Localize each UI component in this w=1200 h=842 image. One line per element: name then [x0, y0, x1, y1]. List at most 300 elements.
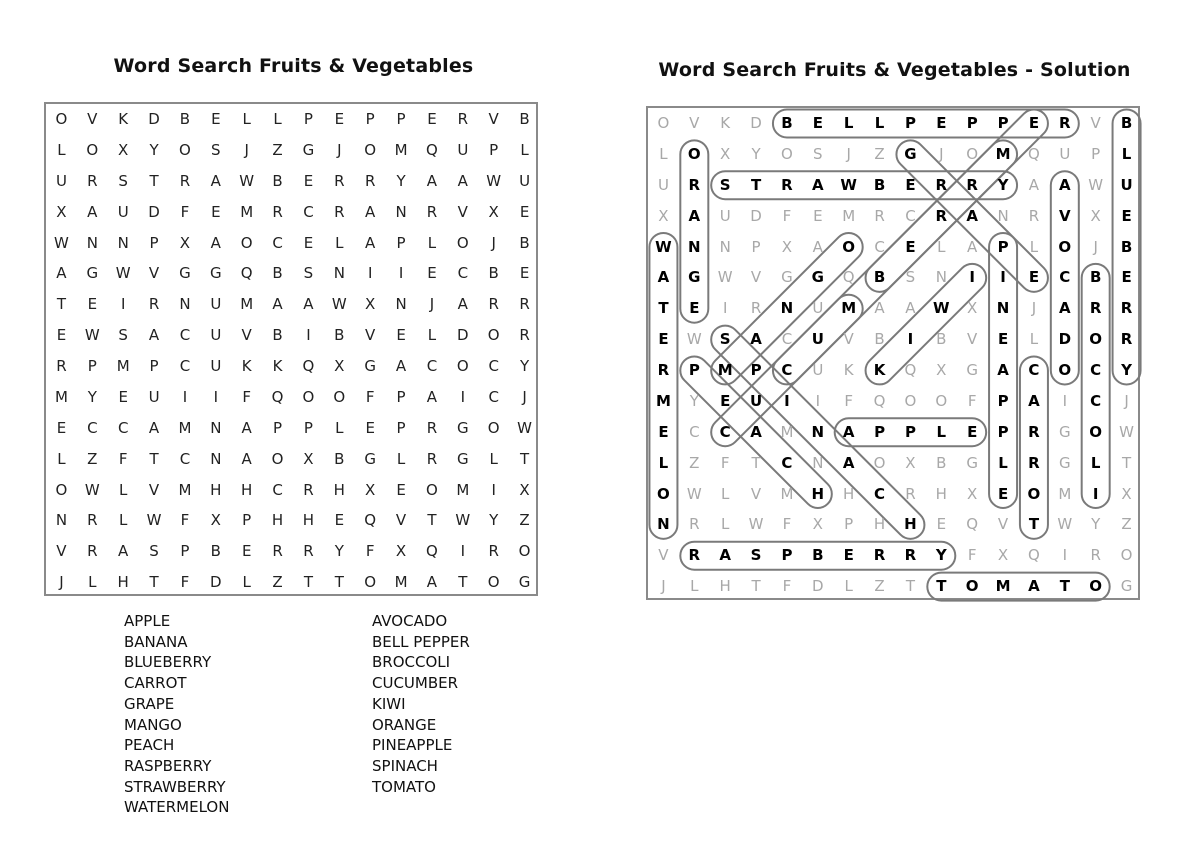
puzzle-cell: W — [54, 233, 69, 252]
puzzle-cell: A — [272, 295, 283, 314]
solution-cell: R — [905, 484, 916, 503]
solution-cell: I — [1062, 546, 1068, 565]
solution-cell: A — [750, 422, 762, 441]
puzzle-cell: A — [56, 264, 67, 283]
solution-cell: P — [750, 361, 762, 379]
solution-cell: E — [689, 299, 700, 318]
puzzle-cell: Z — [272, 140, 283, 159]
puzzle-cell: F — [180, 573, 190, 592]
solution-cell: G — [781, 268, 793, 287]
puzzle-cell: I — [306, 326, 311, 345]
puzzle-cell: U — [210, 326, 222, 345]
solution-cell: A — [842, 453, 855, 472]
puzzle-cell: E — [87, 295, 98, 314]
puzzle-cell: N — [55, 511, 68, 530]
solution-cell: L — [721, 515, 730, 534]
puzzle-cell: A — [457, 171, 468, 190]
puzzle-cell: N — [333, 264, 345, 283]
puzzle-cell: C — [457, 264, 469, 283]
solution-cell: J — [1093, 237, 1098, 256]
solution-cell: E — [720, 391, 731, 410]
word-list-item: STRAWBERRY — [124, 777, 226, 796]
solution-cell: E — [813, 206, 823, 225]
solution-cell: D — [750, 114, 762, 132]
solution-cell: N — [688, 237, 701, 256]
solution-cell: F — [782, 515, 792, 534]
solution-cell: L — [844, 577, 853, 596]
word-list-column-1 — [124, 611, 229, 818]
puzzle-cell: P — [149, 357, 159, 375]
solution-cell: Z — [874, 144, 885, 163]
puzzle-cell: Y — [489, 511, 499, 530]
puzzle-cell: T — [149, 449, 159, 468]
puzzle-cell: P — [396, 387, 406, 406]
solution-cell: V — [843, 330, 854, 349]
puzzle-cell: O — [55, 480, 68, 499]
puzzle-cell: Y — [396, 171, 406, 190]
puzzle-cell: W — [331, 295, 347, 314]
puzzle-cell: P — [87, 357, 97, 375]
puzzle-cell: G — [364, 449, 376, 468]
puzzle-cell: E — [427, 264, 437, 283]
puzzle-cell: B — [334, 326, 345, 345]
solution-cell: H — [719, 577, 731, 596]
puzzle-cell: C — [303, 202, 314, 221]
puzzle-cell: W — [455, 511, 471, 530]
puzzle-cell: V — [488, 110, 499, 128]
solution-cell: Y — [751, 144, 761, 163]
puzzle-cell: N — [210, 418, 222, 437]
solution-cell: E — [905, 237, 916, 256]
solution-cell: Y — [1091, 515, 1101, 534]
solution-cell: C — [1090, 361, 1102, 379]
solution-cell: U — [812, 361, 824, 379]
solution-cell: H — [843, 484, 855, 503]
solution-cell: C — [689, 422, 700, 441]
puzzle-cell: O — [456, 357, 469, 375]
solution-cell: O — [657, 114, 670, 132]
puzzle-cell: L — [88, 573, 97, 592]
solution-cell: R — [1090, 546, 1101, 565]
word-list-item: MANGO — [124, 715, 182, 734]
puzzle-cell: L — [273, 110, 282, 128]
solution-cell: X — [1121, 484, 1132, 503]
word-list-item: PEACH — [124, 736, 175, 755]
solution-cell: Y — [997, 175, 1009, 194]
solution-cell: D — [1058, 330, 1072, 349]
solution-cell: O — [657, 484, 670, 503]
solution-cell: R — [904, 546, 917, 565]
solution-cell: C — [1090, 391, 1102, 410]
puzzle-cell: A — [365, 233, 376, 252]
puzzle-cell: U — [55, 171, 67, 190]
solution-cell: T — [905, 577, 916, 596]
solution-cell: T — [658, 299, 669, 318]
puzzle-cell: L — [335, 233, 344, 252]
puzzle-cell: S — [303, 264, 314, 283]
solution-cell: A — [812, 175, 824, 194]
solution-cell: X — [967, 299, 978, 318]
solution-cell: O — [966, 144, 979, 163]
solution-cell: Q — [873, 391, 886, 410]
solution-cell: B — [873, 268, 886, 287]
solution-cell: R — [781, 175, 793, 194]
solution-cell: T — [936, 577, 947, 596]
solution-cell: L — [721, 484, 730, 503]
word-list-item: APPLE — [124, 612, 171, 630]
solution-cell: N — [935, 268, 947, 287]
puzzle-cell: R — [303, 480, 314, 499]
puzzle-cell: W — [239, 171, 255, 190]
solution-title: Word Search Fruits & Vegetables - Solution — [658, 59, 1131, 81]
puzzle-cell: E — [56, 418, 67, 437]
puzzle-cell: L — [335, 418, 344, 437]
word-list-item: BLUEBERRY — [124, 653, 212, 672]
puzzle-cell: I — [182, 387, 188, 406]
puzzle-cell: C — [179, 326, 191, 345]
solution-cell: A — [842, 422, 855, 441]
puzzle-cell: R — [179, 171, 191, 190]
solution-cell: P — [1091, 144, 1101, 163]
solution-cell: V — [967, 330, 978, 349]
solution-cell: B — [1089, 268, 1102, 287]
solution-cell: C — [781, 361, 793, 379]
solution-cell: X — [967, 484, 978, 503]
puzzle-cell: I — [491, 480, 496, 499]
puzzle-cell: L — [242, 110, 251, 128]
puzzle-cell: X — [365, 480, 376, 499]
solution-cell: R — [873, 546, 886, 565]
puzzle-cell: T — [149, 171, 159, 190]
puzzle-cell: E — [519, 202, 530, 221]
puzzle-cell: X — [118, 140, 129, 159]
puzzle-cell: O — [487, 573, 500, 592]
solution-cell: R — [750, 299, 762, 318]
solution-cell: Y — [689, 391, 699, 410]
puzzle-cell: F — [365, 542, 375, 561]
puzzle-cell: H — [210, 480, 222, 499]
solution-cell: H — [873, 515, 886, 534]
solution-cell: C — [781, 453, 793, 472]
solution-cell: L — [1090, 453, 1101, 472]
solution-cell: B — [936, 453, 947, 472]
word-list-item: CARROT — [124, 674, 187, 693]
puzzle-cell: C — [488, 357, 499, 375]
solution-cell: V — [1059, 206, 1071, 225]
solution-cell: A — [688, 206, 701, 225]
puzzle-cell: A — [210, 171, 221, 190]
solution-cell: P — [997, 114, 1009, 132]
puzzle-cell: A — [118, 542, 129, 561]
solution-cell: M — [717, 361, 733, 379]
puzzle-cell: A — [87, 202, 98, 221]
puzzle-cell: E — [241, 542, 252, 561]
puzzle-cell: P — [365, 110, 375, 128]
solution-cell: F — [967, 391, 977, 410]
solution-cell: N — [657, 515, 670, 534]
solution-cell: A — [657, 268, 670, 287]
puzzle-cell: Y — [87, 387, 97, 406]
puzzle-cell: U — [148, 387, 160, 406]
solution-cell: E — [997, 330, 1009, 349]
puzzle-cell: A — [457, 295, 468, 314]
puzzle-cell: G — [518, 573, 531, 592]
solution-cell: U — [812, 299, 824, 318]
puzzle-cell: X — [395, 542, 407, 561]
solution-cell: O — [873, 453, 886, 472]
solution-cell: L — [1029, 330, 1039, 349]
solution-cell: E — [1028, 268, 1040, 287]
solution-cell: O — [1089, 577, 1103, 596]
solution-cell: V — [689, 114, 700, 132]
solution-cell: W — [840, 175, 857, 194]
solution-cell: I — [969, 268, 975, 287]
word-list-item: BROCCOLI — [372, 653, 451, 672]
puzzle-cell: G — [86, 264, 99, 283]
puzzle-cell: P — [273, 418, 283, 437]
puzzle-cell: C — [117, 418, 129, 437]
solution-cell: A — [1059, 299, 1071, 318]
solution-cell: C — [719, 422, 731, 441]
puzzle-cell: A — [303, 295, 314, 314]
solution-cell: L — [998, 453, 1008, 472]
puzzle-cell: H — [117, 573, 129, 592]
solution-cell: G — [811, 268, 824, 287]
puzzle-cell: F — [365, 387, 375, 406]
puzzle-cell: O — [333, 387, 346, 406]
solution-cell: Y — [935, 546, 947, 565]
solution-cell: U — [719, 206, 731, 225]
solution-cell: L — [1029, 237, 1039, 256]
puzzle-cell: F — [180, 202, 190, 221]
puzzle-cell: D — [457, 326, 469, 345]
puzzle-cell: X — [334, 357, 345, 375]
solution-cell: R — [1120, 299, 1133, 318]
puzzle-cell: E — [118, 387, 128, 406]
puzzle-cell: E — [427, 110, 437, 128]
solution-cell: I — [784, 391, 790, 410]
puzzle-cell: T — [149, 573, 159, 592]
solution-cell: I — [1092, 484, 1099, 503]
solution-cell: Q — [1028, 546, 1040, 565]
puzzle-cell: G — [179, 264, 191, 283]
puzzle-cell: U — [457, 140, 469, 159]
puzzle-cell: U — [519, 171, 531, 190]
puzzle-cell: R — [364, 171, 376, 190]
puzzle-cell: R — [334, 171, 345, 190]
puzzle-cell: O — [456, 233, 469, 252]
solution-cell: E — [967, 422, 978, 441]
puzzle-cell: R — [87, 542, 98, 561]
puzzle-cell: K — [118, 110, 129, 128]
puzzle-cell: M — [54, 387, 68, 406]
solution-cell: A — [1028, 175, 1040, 194]
solution-cell: E — [936, 114, 947, 132]
puzzle-cell: E — [334, 110, 345, 128]
puzzle-cell: Z — [272, 573, 283, 592]
solution-cell: B — [936, 330, 947, 349]
solution-cell: F — [782, 577, 792, 596]
word-list-item: PINEAPPLE — [372, 736, 453, 755]
puzzle-cell: F — [118, 449, 128, 468]
solution-cell: M — [1058, 484, 1072, 503]
puzzle-cell: F — [180, 511, 190, 530]
solution-cell: J — [1124, 391, 1129, 410]
solution-cell: E — [905, 175, 916, 194]
solution-cell: G — [966, 453, 978, 472]
solution-cell: V — [750, 268, 762, 287]
puzzle-cell: O — [302, 387, 315, 406]
puzzle-cell: V — [365, 326, 376, 345]
solution-cell: A — [1028, 391, 1040, 410]
puzzle-cell: S — [149, 542, 159, 561]
solution-cell: U — [657, 175, 669, 194]
puzzle-cell: S — [118, 326, 128, 345]
puzzle-cell: E — [211, 110, 221, 128]
solution-cell: P — [966, 114, 978, 132]
solution-cell: P — [688, 361, 700, 379]
solution-cell: R — [688, 546, 701, 565]
puzzle-cell: L — [520, 140, 529, 159]
solution-cell: O — [1058, 361, 1072, 379]
solution-cell: O — [687, 144, 701, 163]
solution-cell: T — [750, 175, 762, 194]
solution-cell: H — [935, 484, 947, 503]
puzzle-cell: R — [488, 542, 499, 561]
solution-cell: U — [811, 330, 824, 349]
solution-cell: I — [1062, 391, 1068, 410]
solution-cell: P — [997, 237, 1009, 256]
word-list-item: WATERMELON — [124, 798, 230, 817]
solution-cell: W — [686, 484, 702, 503]
puzzle-cell: U — [117, 202, 129, 221]
solution-cell: W — [717, 268, 733, 287]
puzzle-cell: C — [488, 387, 499, 406]
solution-cell: J — [1031, 299, 1037, 318]
solution-cell: O — [1089, 422, 1103, 441]
puzzle-cell: U — [210, 357, 222, 375]
solution-cell: G — [904, 144, 917, 163]
puzzle-cell: M — [394, 140, 408, 159]
puzzle-cell: T — [427, 511, 437, 530]
solution-cell: I — [815, 391, 821, 410]
solution-cell: G — [1120, 577, 1133, 596]
puzzle-cell: O — [364, 140, 377, 159]
puzzle-cell: L — [489, 449, 498, 468]
puzzle-cell: E — [396, 326, 406, 345]
solution-cell: V — [1090, 114, 1101, 132]
solution-cell: E — [658, 422, 669, 441]
puzzle-cell: C — [272, 233, 283, 252]
solution-cell: W — [655, 237, 672, 256]
puzzle-cell: W — [84, 480, 100, 499]
solution-cell: W — [748, 515, 764, 534]
solution-cell: K — [843, 361, 854, 379]
solution-cell: K — [873, 361, 886, 379]
puzzle-cell: P — [303, 418, 313, 437]
puzzle-cell: V — [241, 326, 252, 345]
puzzle-cell: G — [364, 357, 376, 375]
solution-cell: E — [997, 484, 1009, 503]
word-list-item: ORANGE — [372, 715, 437, 734]
solution-cell: M — [995, 144, 1011, 163]
puzzle-cell: M — [116, 357, 130, 375]
puzzle-cell: P — [149, 233, 159, 252]
solution-cell: R — [689, 515, 700, 534]
puzzle-cell: E — [56, 326, 67, 345]
solution-cell: C — [1028, 361, 1040, 379]
puzzle-cell: A — [365, 202, 376, 221]
puzzle-cell: Z — [87, 449, 98, 468]
solution-cell: P — [874, 422, 886, 441]
puzzle-cell: E — [396, 480, 406, 499]
puzzle-cell: L — [57, 140, 66, 159]
puzzle-cell: Z — [519, 511, 530, 530]
solution-cell: Y — [1121, 361, 1132, 379]
puzzle-cell: E — [519, 264, 530, 283]
solution-cell: Z — [689, 453, 700, 472]
solution-cell: M — [780, 484, 794, 503]
word-list-item: CUCUMBER — [372, 674, 459, 693]
puzzle-cell: R — [519, 295, 530, 314]
word-list-item: GRAPE — [124, 694, 175, 713]
solution-cell: A — [966, 206, 978, 225]
puzzle-cell: P — [396, 418, 406, 437]
puzzle-cell: J — [337, 140, 342, 159]
puzzle-cell: B — [334, 449, 345, 468]
puzzle-cell: T — [56, 295, 67, 314]
puzzle-cell: A — [426, 573, 438, 592]
puzzle-cell: B — [272, 264, 283, 283]
solution-cell: L — [658, 453, 669, 472]
puzzle-cell: T — [519, 449, 530, 468]
solution-cell: O — [1120, 546, 1133, 565]
puzzle-cell: E — [211, 202, 221, 221]
puzzle-cell: J — [59, 573, 64, 592]
solution-cell: B — [874, 330, 885, 349]
puzzle-cell: S — [118, 171, 128, 190]
solution-cell: S — [905, 268, 916, 287]
puzzle-cell: M — [240, 202, 254, 221]
solution-cell: Q — [904, 361, 917, 379]
solution-cell: L — [874, 114, 885, 132]
solution-cell: V — [658, 546, 669, 565]
puzzle-cell: O — [271, 449, 284, 468]
solution-cell: E — [1121, 206, 1132, 225]
puzzle-cell: V — [457, 202, 468, 221]
solution-cell: T — [751, 453, 761, 472]
puzzle-cell: C — [179, 449, 191, 468]
puzzle-cell: B — [210, 542, 221, 561]
puzzle-cell: Q — [302, 357, 315, 375]
puzzle-cell: B — [519, 233, 530, 252]
solution-cell: J — [939, 144, 944, 163]
puzzle-cell: P — [489, 140, 499, 159]
solution-cell: P — [751, 237, 761, 256]
solution-cell: N — [996, 299, 1010, 318]
puzzle-cell: Y — [519, 357, 530, 375]
solution-cell: M — [995, 577, 1011, 596]
puzzle-cell: O — [55, 110, 68, 128]
puzzle-cell: S — [211, 140, 221, 159]
solution-cell: E — [1028, 114, 1040, 132]
puzzle-cell: M — [456, 480, 470, 499]
puzzle-cell: R — [519, 326, 530, 345]
puzzle-cell: Q — [426, 542, 438, 561]
solution-cell: X — [812, 515, 823, 534]
word-list-item: RASPBERRY — [124, 756, 212, 775]
puzzle-cell: L — [427, 326, 437, 345]
